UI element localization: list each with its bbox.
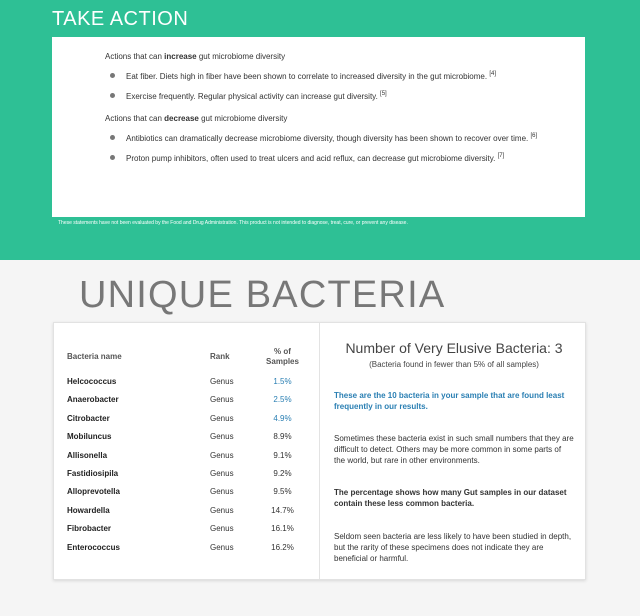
bacteria-name: Fibrobacter [67,524,112,534]
bacteria-rank: Genus [210,468,234,478]
sample-percent: 16.1% [271,524,294,534]
bacteria-name: Anaerobacter [67,395,119,405]
sample-percent: 14.7% [271,505,294,515]
sample-percent: 9.5% [273,487,292,497]
table-row [67,374,312,392]
bacteria-rank: Genus [210,413,234,423]
list-item [105,133,565,144]
unique-bacteria-section [0,260,640,616]
detection-paragraph: Sometimes these bacteria exist in such small numbers that they are difficult to detect. Others may be more common in some parts of the world, but rare in other environments. [334,434,574,465]
sample-percent: 9.2% [273,468,292,478]
list-item [105,153,565,164]
citation-link[interactable]: [7] [497,153,505,159]
table-row [67,503,312,521]
citation-link[interactable]: [4] [489,71,496,77]
sample-percent: 16.2% [271,542,294,552]
increase-intro-pre: Actions that can [105,52,165,61]
rarity-note: These are the 10 bacteria in your sample that are found least frequently in our results. [334,391,565,411]
sample-percent: 2.5% [273,395,292,405]
unique-bacteria-title: UNIQUE BACTERIA [79,274,446,316]
column-header-percent-line2: Samples [266,357,299,366]
bacteria-rank: Genus [210,450,234,460]
sample-percent: 8.9% [273,432,292,442]
bullet-icon [110,135,115,140]
increase-list [105,71,565,102]
table-row [67,484,312,502]
bacteria-name: Fastidiosipila [67,468,119,478]
bullet-icon [110,93,115,98]
list-item-text: Eat fiber. Diets high in fiber have been shown to correlate to increased diversity in the gut microbiome. [126,72,488,81]
table-row [67,448,312,466]
column-header-percent [260,347,305,367]
unique-bacteria-card [53,322,586,580]
bacteria-rank: Genus [210,505,234,515]
table-row [67,540,312,558]
bacteria-rank: Genus [210,487,234,497]
increase-intro-post: gut microbiome diversity [196,52,286,61]
bacteria-table-body [67,374,312,558]
decrease-intro [105,113,565,124]
sample-percent: 1.5% [273,377,292,386]
bullet-icon [110,73,115,78]
list-item-text: Exercise frequently. Regular physical activity can increase gut diversity. [126,92,378,101]
increase-word: increase [164,52,197,61]
take-action-section [0,0,640,260]
percentage-explanation: The percentage shows how many Gut samples in our dataset contain these less common bacteria. [334,488,567,508]
take-action-card [52,37,585,217]
table-row [67,429,312,447]
table-row [67,392,312,410]
bacteria-rank: Genus [210,395,234,405]
fda-disclaimer: These statements have not been evaluated by the Food and Drug Administration. This product is not intended to diagnose, treat, cure, or prevent any disease. [58,220,408,226]
bacteria-rank: Genus [210,377,234,386]
increase-intro [105,51,565,62]
bacteria-name: Enterococcus [67,542,120,552]
list-item-text: Antibiotics can dramatically decrease microbiome diversity, though diversity has been shown to recover over time. [126,134,529,143]
card-divider [319,323,320,579]
list-item [105,71,565,82]
decrease-list [105,133,565,164]
bacteria-name: Howardella [67,505,110,515]
table-row [67,521,312,539]
bacteria-name: Allisonella [67,450,108,460]
decrease-intro-post: gut microbiome diversity [198,114,288,123]
take-action-title: TAKE ACTION [52,8,189,30]
elusive-info-panel [334,339,574,564]
column-header-rank: Rank [210,352,230,361]
citation-link[interactable]: [6] [530,133,538,139]
bacteria-rank: Genus [210,524,234,534]
table-header [67,347,312,369]
elusive-count-title: Number of Very Elusive Bacteria: 3 [345,340,563,356]
table-row [67,466,312,484]
column-header-name: Bacteria name [67,352,122,361]
elusive-count-subtitle: (Bacteria found in fewer than 5% of all samples) [369,360,539,369]
column-header-percent-line1: % of [274,347,291,356]
citation-link[interactable]: [5] [380,91,387,97]
decrease-intro-pre: Actions that can [105,114,165,123]
list-item [105,91,565,102]
sample-percent: 4.9% [273,413,292,423]
study-paragraph: Seldom seen bacteria are less likely to have been studied in depth, but the rarity of these specimens does not indicate they are beneficial or harmful. [334,532,572,563]
bacteria-name: Helcococcus [67,377,117,386]
list-item-text: Proton pump inhibitors, often used to treat ulcers and acid reflux, can decrease gut microbiome diversity. [126,154,496,163]
bacteria-name: Citrobacter [67,413,110,423]
decrease-word: decrease [164,114,199,123]
bacteria-rank: Genus [210,432,234,442]
bacteria-name: Mobiluncus [67,432,112,442]
bacteria-name: Alloprevotella [67,487,120,497]
bacteria-rank: Genus [210,542,234,552]
bullet-icon [110,155,115,160]
table-row [67,411,312,429]
sample-percent: 9.1% [273,450,292,460]
